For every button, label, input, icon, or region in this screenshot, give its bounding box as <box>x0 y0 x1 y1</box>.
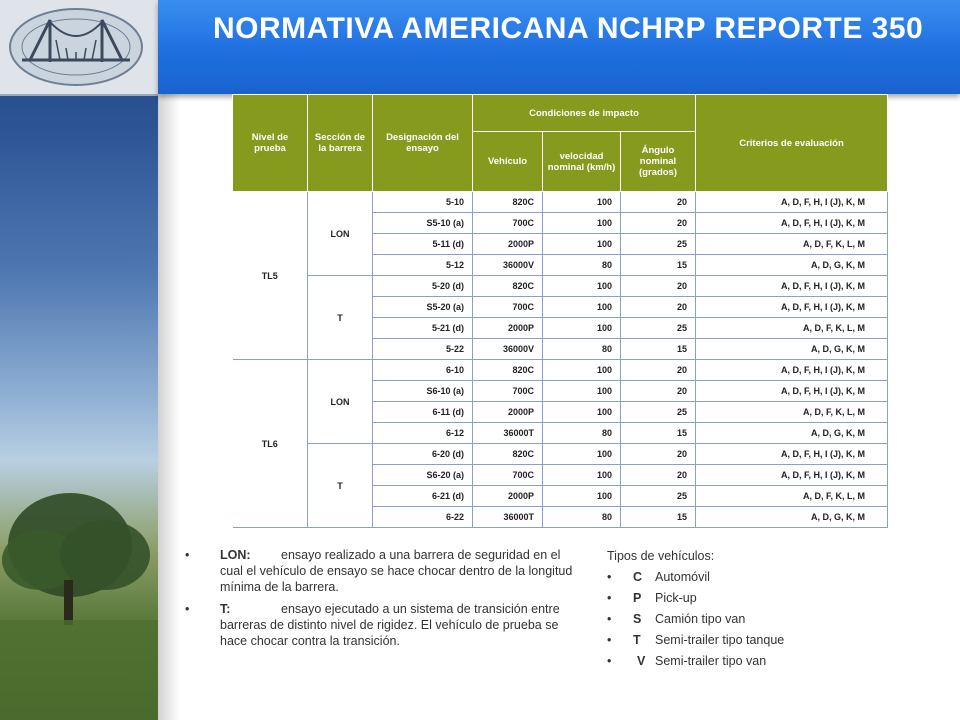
cell-speed: 100 <box>543 402 621 423</box>
cell-speed: 100 <box>543 318 621 339</box>
cell-test: S6-10 (a) <box>373 381 473 402</box>
cell-speed: 100 <box>543 465 621 486</box>
cell-angle: 20 <box>621 360 696 381</box>
vehicle-label: Automóvil <box>655 570 710 584</box>
table-row <box>233 276 888 297</box>
page-title: NORMATIVA AMERICANA NCHRP REPORTE 350 <box>213 12 924 45</box>
cell-angle: 20 <box>621 444 696 465</box>
cell-test: 5-12 <box>373 255 473 276</box>
note-t <box>185 601 585 649</box>
cell-speed: 100 <box>543 444 621 465</box>
cell-criteria: A, D, F, H, I (J), K, M <box>696 360 888 381</box>
vehicle-type-item <box>607 569 847 585</box>
vehicle-label: Semi-trailer tipo tanque <box>655 633 785 647</box>
panel-shadow <box>158 0 180 720</box>
cell-vehicle: 820C <box>473 276 543 297</box>
table-row <box>233 360 888 381</box>
tree-landscape-icon <box>0 0 158 720</box>
cell-test: 6-11 (d) <box>373 402 473 423</box>
header-nivel: Nivel de prueba <box>233 95 308 192</box>
cell-level: TL5 <box>233 192 308 360</box>
cell-test: 6-12 <box>373 423 473 444</box>
cell-test: 5-11 (d) <box>373 234 473 255</box>
cell-vehicle: 2000P <box>473 402 543 423</box>
cell-criteria: A, D, F, H, I (J), K, M <box>696 444 888 465</box>
cell-criteria: A, D, F, H, I (J), K, M <box>696 213 888 234</box>
cell-angle: 20 <box>621 276 696 297</box>
impact-test-table-container <box>232 94 887 528</box>
cell-vehicle: 820C <box>473 192 543 213</box>
cell-angle: 20 <box>621 192 696 213</box>
header-condiciones: Condiciones de impacto <box>473 95 696 132</box>
cell-criteria: A, D, G, K, M <box>696 255 888 276</box>
note-term: LON: <box>220 548 251 562</box>
cell-test: 6-20 (d) <box>373 444 473 465</box>
bullet-icon: • <box>607 591 612 605</box>
cell-angle: 15 <box>621 339 696 360</box>
cell-criteria: A, D, F, H, I (J), K, M <box>696 381 888 402</box>
cell-criteria: A, D, G, K, M <box>696 507 888 528</box>
cell-speed: 100 <box>543 213 621 234</box>
cell-speed: 100 <box>543 234 621 255</box>
cell-angle: 20 <box>621 381 696 402</box>
cell-criteria: A, D, G, K, M <box>696 339 888 360</box>
header-angulo: Ángulo nominal (grados) <box>621 132 696 192</box>
header-vehiculo: Vehículo <box>473 132 543 192</box>
cell-vehicle: 2000P <box>473 234 543 255</box>
header-velocidad: velocidad nominal (km/h) <box>543 132 621 192</box>
vehicle-types-title: Tipos de vehículos: <box>607 549 715 563</box>
cell-test: S5-10 (a) <box>373 213 473 234</box>
cell-angle: 25 <box>621 318 696 339</box>
header-criterios: Criterios de evaluación <box>696 95 888 192</box>
note-term: T: <box>220 602 231 616</box>
cell-angle: 20 <box>621 297 696 318</box>
cell-vehicle: 700C <box>473 381 543 402</box>
vehicle-type-item <box>607 653 847 669</box>
cell-speed: 80 <box>543 423 621 444</box>
cell-test: 5-20 (d) <box>373 276 473 297</box>
cell-vehicle: 36000V <box>473 255 543 276</box>
cell-section: LON <box>308 192 373 276</box>
cell-criteria: A, D, F, K, L, M <box>696 318 888 339</box>
cell-vehicle: 700C <box>473 297 543 318</box>
cell-vehicle: 700C <box>473 465 543 486</box>
bullet-icon: • <box>185 548 190 562</box>
cell-speed: 100 <box>543 276 621 297</box>
vehicle-code: T <box>633 633 641 647</box>
vehicle-types-section <box>607 548 847 674</box>
cell-angle: 20 <box>621 213 696 234</box>
cell-vehicle: 700C <box>473 213 543 234</box>
cell-speed: 100 <box>543 360 621 381</box>
cell-test: S6-20 (a) <box>373 465 473 486</box>
cell-angle: 15 <box>621 255 696 276</box>
cell-level: TL6 <box>233 360 308 528</box>
cell-vehicle: 820C <box>473 444 543 465</box>
cell-speed: 80 <box>543 507 621 528</box>
cell-angle: 20 <box>621 465 696 486</box>
cell-vehicle: 2000P <box>473 486 543 507</box>
bridge-logo-icon <box>0 0 158 94</box>
vehicle-code: V <box>637 654 646 668</box>
vehicle-label: Semi-trailer tipo van <box>655 654 767 668</box>
note-lon <box>185 547 585 595</box>
vehicle-code: C <box>633 570 643 584</box>
vehicle-label: Camión tipo van <box>655 612 746 626</box>
cell-angle: 25 <box>621 234 696 255</box>
cell-criteria: A, D, F, H, I (J), K, M <box>696 465 888 486</box>
cell-criteria: A, D, F, K, L, M <box>696 234 888 255</box>
table-row <box>233 444 888 465</box>
cell-criteria: A, D, F, K, L, M <box>696 486 888 507</box>
cell-section: LON <box>308 360 373 444</box>
table-row <box>233 192 888 213</box>
header-seccion: Sección de la barrera <box>308 95 373 192</box>
cell-speed: 80 <box>543 339 621 360</box>
header-banner <box>158 0 960 94</box>
cell-test: 6-21 (d) <box>373 486 473 507</box>
note-text: ensayo realizado a una barrera de seguridad en el cual el vehículo de ensayo se hace chocar dentro de la longitud mínima de la barrera. <box>220 548 573 594</box>
bullet-icon: • <box>607 612 612 626</box>
table-body <box>233 192 888 528</box>
bullet-icon: • <box>607 570 612 584</box>
cell-speed: 80 <box>543 255 621 276</box>
vehicle-label: Pick-up <box>655 591 697 605</box>
cell-vehicle: 36000T <box>473 507 543 528</box>
cell-angle: 15 <box>621 507 696 528</box>
cell-criteria: A, D, F, H, I (J), K, M <box>696 297 888 318</box>
vehicle-type-item <box>607 632 847 648</box>
vehicle-type-item <box>607 611 847 627</box>
vehicle-code: S <box>633 612 642 626</box>
cell-criteria: A, D, F, H, I (J), K, M <box>696 192 888 213</box>
cell-criteria: A, D, F, H, I (J), K, M <box>696 276 888 297</box>
cell-angle: 15 <box>621 423 696 444</box>
cell-speed: 100 <box>543 486 621 507</box>
cell-test: 5-10 <box>373 192 473 213</box>
university-logo <box>0 0 158 96</box>
bullet-icon: • <box>607 633 612 647</box>
bullet-icon: • <box>185 602 190 616</box>
cell-criteria: A, D, F, K, L, M <box>696 402 888 423</box>
cell-speed: 100 <box>543 297 621 318</box>
header-designacion: Designación del ensayo <box>373 95 473 192</box>
cell-criteria: A, D, G, K, M <box>696 423 888 444</box>
impact-test-table <box>232 94 888 528</box>
cell-test: 5-21 (d) <box>373 318 473 339</box>
cell-speed: 100 <box>543 192 621 213</box>
cell-vehicle: 36000T <box>473 423 543 444</box>
cell-angle: 25 <box>621 486 696 507</box>
cell-test: 6-10 <box>373 360 473 381</box>
cell-test: 6-22 <box>373 507 473 528</box>
cell-section: T <box>308 444 373 528</box>
vehicle-code: P <box>633 591 642 605</box>
cell-vehicle: 820C <box>473 360 543 381</box>
notes-section <box>185 547 585 655</box>
cell-test: 5-22 <box>373 339 473 360</box>
vehicle-type-item <box>607 590 847 606</box>
cell-section: T <box>308 276 373 360</box>
cell-speed: 100 <box>543 381 621 402</box>
bullet-icon: • <box>607 654 612 668</box>
cell-angle: 25 <box>621 402 696 423</box>
cell-vehicle: 2000P <box>473 318 543 339</box>
cell-vehicle: 36000V <box>473 339 543 360</box>
note-text: ensayo ejecutado a un sistema de transición entre barreras de distinto nivel de rigidez. El vehículo de prueba se hace chocar contra la transición. <box>220 602 560 648</box>
cell-test: S5-20 (a) <box>373 297 473 318</box>
